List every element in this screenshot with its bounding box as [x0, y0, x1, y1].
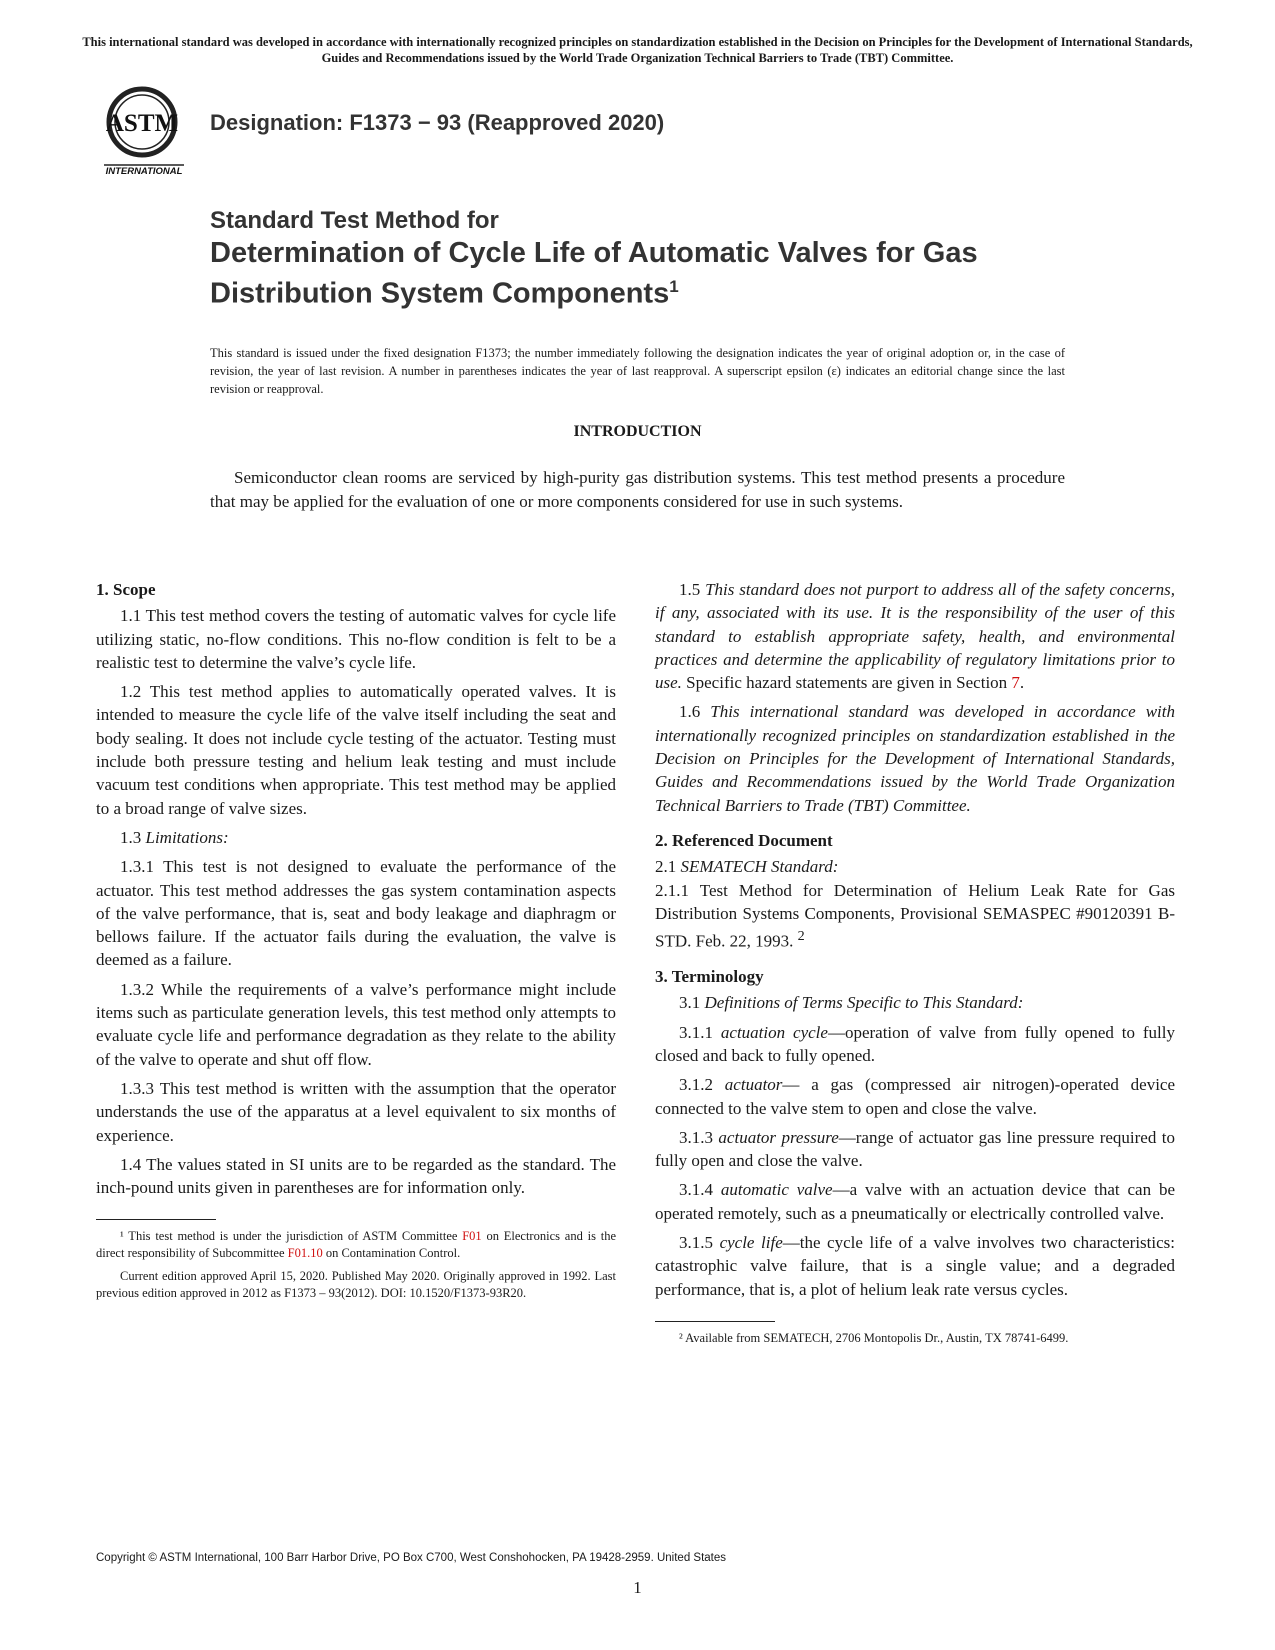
title-line-2: Determination of Cycle Life of Automatic Valves for Gas [210, 237, 978, 269]
para-1-3-1: 1.3.1 This test is not designed to evaluate the performance of the actuator. This test method addresses the gas system contamination aspects of the valve performance, that is, seat and body leakage and diaphragm or bellows failure. If the actuator fails during the evaluation, the valve is deemed as a failure. [96, 857, 616, 970]
footnote-1-edition: Current edition approved April 15, 2020. Published May 2020. Originally approved in 1992. Last previous edition approved in 2012 as F1373 – 93(2012). DOI: 10.1520/F1373-93R20. [96, 1269, 616, 1301]
section-3-heading: 3. Terminology [655, 967, 764, 987]
para-3-1-3: 3.1.3 actuator pressure—range of actuator gas line pressure required to fully open and close the valve. [655, 1127, 1175, 1171]
footnote-divider [96, 1219, 216, 1220]
section-7-link[interactable]: 7 [1011, 673, 1020, 693]
left-column [96, 578, 616, 1308]
para-3-1-4: 3.1.4 automatic valve—a valve with an actuation device that can be operated remotely, such as a pneumatically or electrically controlled valve. [655, 1180, 1176, 1223]
section-2-heading: 2. Referenced Document [655, 830, 833, 850]
para-3-1-1: 3.1.1 actuation cycle—operation of valve from fully opened to fully closed and back to fully opened. [655, 1022, 1176, 1065]
copyright-notice: Copyright © ASTM International, 100 Barr Harbor Drive, PO Box C700, West Conshohocken, PA 19428-2959. United States [96, 1552, 727, 1564]
para-1-1: 1.1 This test method covers the testing of automatic valves for cycle life utilizing static, no-flow conditions. This no-flow condition is felt to be a realistic test to determine the valve’s cycle life. [96, 606, 616, 672]
title-footnote-mark: 1 [669, 277, 679, 296]
footnote-1: ¹ This test method is under the jurisdiction of ASTM Committee F01 on Electronics and is the direct responsibility of Subcommittee F01.10 on Contamination Control. [96, 1229, 616, 1261]
issue-note: This standard is issued under the fixed designation F1373; the number immediately following the designation indicates the year of original adoption or, in the case of revision, the year of last revision. A number in parentheses indicates the year of last reapproval. A superscript epsilon (ε) indicates an editorial change since the last revision or reapproval. [210, 346, 1065, 396]
para-2-1-1: 2.1.1 Test Method for Determination of Helium Leak Rate for Gas Distribution Systems Components, Provisional SEMASPEC #90120391 B-STD. Feb. 22, 1993. $^2$ [655, 880, 1175, 951]
page-number: 1 [633, 1578, 642, 1597]
para-1-2: 1.2 This test method applies to automatically operated valves. It is intended to measure the cycle life of the valve itself including the seat and body sealing. It does not include cycle testing of the actuator. Testing must include both pressure testing and helium leak testing and must include vacuum test conditions when appropriate. This test method may be applied to a broad range of valve sizes. [96, 682, 616, 818]
para-1-3-3: 1.3.3 This test method is written with the assumption that the operator understands the use of the apparatus at a level equivalent to six months of experience. [96, 1078, 616, 1145]
document-title [210, 206, 1110, 311]
footnote-2: ² Available from SEMATECH, 2706 Montopolis Dr., Austin, TX 78741-6499. [679, 1330, 1069, 1345]
title-line-1: Standard Test Method for [210, 207, 499, 234]
committee-f01-link[interactable]: F01 [462, 1229, 482, 1244]
introduction-heading: INTRODUCTION [573, 423, 702, 440]
title-line-3: Distribution System Components [210, 277, 670, 310]
wto-notice: This international standard was developed in accordance with internationally recognized principles on standardization established in the Decision on Principles for the Development of International Standards, Guides and Recommendations issued by the World Trade Organization Technical Barriers to Trade (TBT) Committee. [82, 35, 1193, 65]
footnote-divider [655, 1321, 775, 1322]
para-2-1: 2.1 SEMATECH Standard: [655, 857, 839, 877]
para-1-4: 1.4 The values stated in SI units are to be regarded as the standard. The inch-pound units given in parentheses are for information only. [96, 1154, 616, 1198]
designation: Designation: F1373 − 93 (Reapproved 2020) [210, 110, 665, 135]
right-column [655, 578, 1175, 1353]
subcommittee-f01-10-link[interactable]: F01.10 [287, 1246, 323, 1261]
svg-text:ASTM: ASTM [105, 110, 179, 137]
para-3-1-2: 3.1.2 actuator— a gas (compressed air nitrogen)-operated device connected to the valve stem to open and close the valve. [655, 1075, 1176, 1118]
section-1-heading: 1. Scope [96, 580, 156, 599]
introduction-text: Semiconductor clean rooms are serviced by high-purity gas distribution systems. This test method presents a procedure that may be applied for the evaluation of one or more components considered for use in such systems. [210, 468, 1065, 511]
para-1-5: 1.5 This standard does not purport to address all of the safety concerns, if any, associated with its use. It is the responsibility of the user of this standard to establish appropriate safety, health, and environmental practices and determine the applicability of regulatory limitations prior to use. Specific hazard statements are given in Section 7. [655, 580, 1175, 693]
para-1-3-2: 1.3.2 While the requirements of a valve’s performance might include items such as particulate generation levels, this test method only attempts to evaluate cycle life and performance degradation as they relate to the ability of the valve to operate and shut off flow. [96, 979, 616, 1069]
para-1-3: 1.3 Limitations: [120, 827, 229, 847]
para-1-6: 1.6 This international standard was developed in accordance with internationally recognized principles on standardization established in the Decision on Principles for the Development of International Standards, Guides and Recommendations issued by the World Trade Organization Technical Barriers to Trade (TBT) Committee. [655, 702, 1175, 815]
svg-text:INTERNATIONAL: INTERNATIONAL [105, 166, 183, 176]
para-3-1-5: 3.1.5 cycle life—the cycle life of a valve involves two characteristics: catastrophic valve failure, that is a single value; and a degraded performance, that is, a plot of helium leak rate versus cycles. [655, 1233, 1175, 1299]
title-main [210, 236, 1110, 311]
para-3-1: 3.1 Definitions of Terms Specific to This Standard: [679, 993, 1024, 1013]
astm-logo [92, 86, 196, 176]
